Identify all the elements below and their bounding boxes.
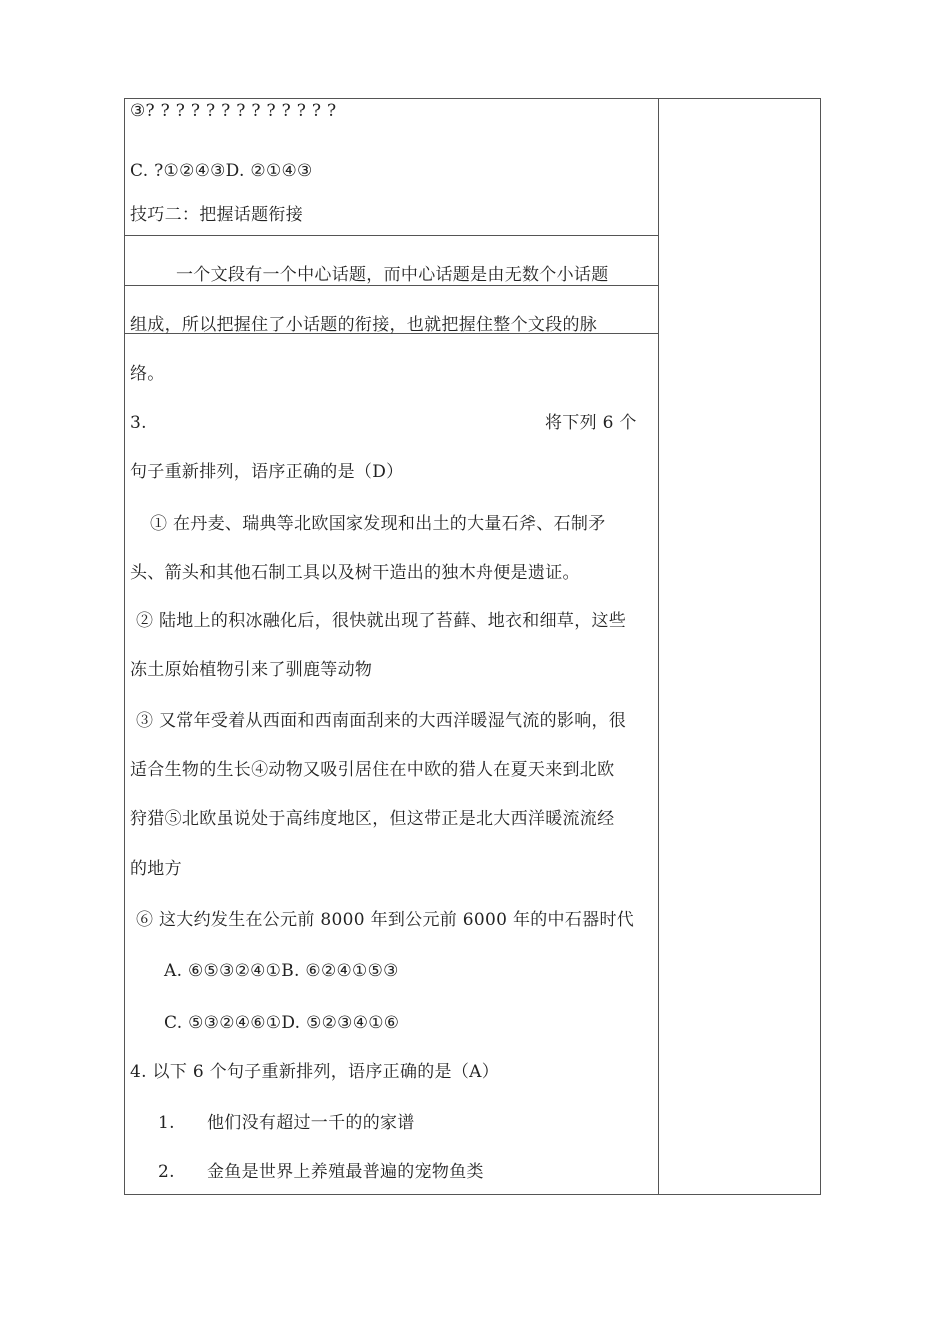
text-line: 的地方 [130, 859, 182, 879]
text-line: 狩猎⑤北欧虽说处于高纬度地区，但这带正是北大西洋暖流流经 [130, 809, 615, 829]
list-item: 他们没有超过一千的的家谱 [207, 1113, 415, 1133]
list-number: 2. [158, 1162, 175, 1182]
answer-options: C. ⑤③②④⑥①D. ⑤②③④①⑥ [164, 1013, 400, 1033]
text-line: C. ?①②④③D. ②①④③ [130, 161, 313, 181]
text-line: 将下列 6 个 [545, 413, 637, 433]
question-stem: 句子重新排列，语序正确的是（D） [130, 462, 404, 482]
list-item: 金鱼是世界上养殖最普遍的宠物鱼类 [207, 1162, 484, 1182]
row-divider [124, 285, 659, 286]
text-line: ⑥ 这大约发生在公元前 8000 年到公元前 6000 年的中石器时代 [136, 910, 635, 930]
text-line: 络。 [130, 364, 165, 384]
answer-options: A. ⑥⑤③②④①B. ⑥②④①⑤③ [164, 961, 399, 981]
text-line: ② 陆地上的积冰融化后，很快就出现了苔藓、地衣和细草，这些 [136, 611, 627, 631]
text-line: ③? ? ? ? ? ? ? ? ? ? ? ? ? [130, 101, 337, 121]
column-divider [658, 98, 659, 1195]
text-line: 适合生物的生长④动物又吸引居住在中欧的猎人在夏天来到北欧 [130, 760, 615, 780]
text-line: 冻土原始植物引来了驯鹿等动物 [130, 660, 373, 680]
row-divider [124, 235, 659, 236]
text-line: ① 在丹麦、瑞典等北欧国家发现和出土的大量石斧、石制矛 [150, 514, 606, 534]
text-line: 头、箭头和其他石制工具以及树干造出的独木舟便是遗证。 [130, 563, 580, 583]
question-number: 3. [130, 413, 147, 433]
text-line: 一个文段有一个中心话题，而中心话题是由无数个小话题 [176, 265, 609, 285]
text-line: 组成，所以把握住了小话题的衔接，也就把握住整个文段的脉 [130, 315, 598, 335]
text-line: ③ 又常年受着从西面和西南面刮来的大西洋暖湿气流的影响，很 [136, 711, 627, 731]
question-stem: 4. 以下 6 个句子重新排列，语序正确的是（A） [130, 1062, 500, 1082]
list-number: 1. [158, 1113, 175, 1133]
section-heading: 技巧二：把握话题衔接 [130, 205, 303, 225]
